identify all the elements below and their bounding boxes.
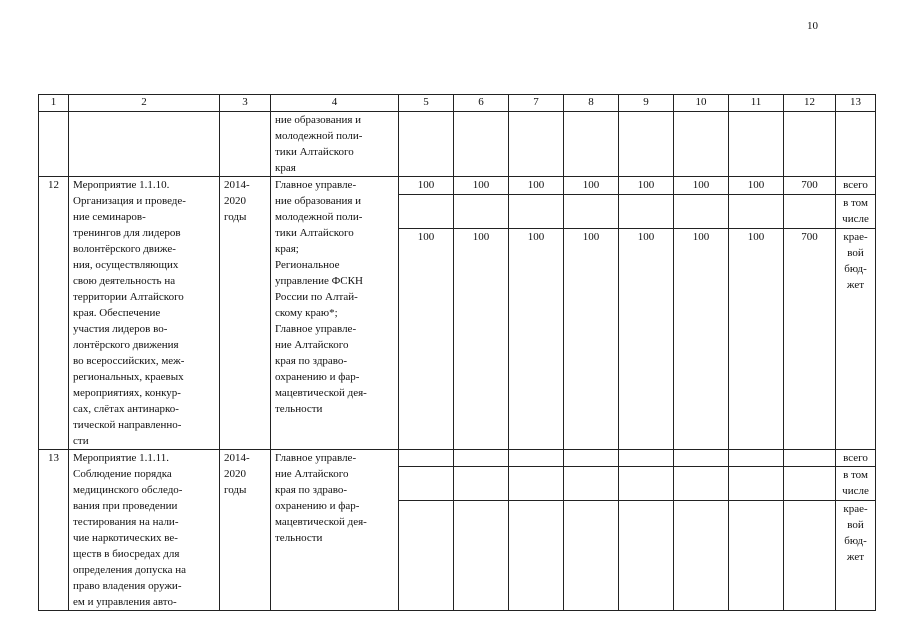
text-line: участия лидеров во- — [73, 323, 168, 335]
table-row — [39, 450, 876, 467]
text-line: Мероприятие 1.1.11. — [73, 452, 170, 464]
text-line: края по здраво- — [275, 355, 348, 367]
value-cell: 100 — [454, 229, 509, 450]
text-line: края по здраво- — [275, 484, 348, 496]
value-cell — [399, 194, 454, 229]
column-number: 13 — [836, 95, 876, 112]
value-cell — [399, 467, 454, 500]
text-line: 2020 — [224, 195, 246, 207]
text-line: охранению и фар- — [275, 371, 360, 383]
value-cell: 100 — [399, 229, 454, 450]
value-cell: 700 — [784, 229, 836, 450]
value-cell: 700 — [784, 177, 836, 195]
label-line: бюд- — [844, 263, 867, 276]
column-number: 1 — [39, 95, 69, 112]
text-line: годы — [224, 211, 247, 223]
table-row-continued — [39, 112, 876, 177]
value-cell — [729, 112, 784, 177]
value-cell — [454, 450, 509, 467]
value-cell: 100 — [509, 177, 564, 195]
value-cell — [674, 112, 729, 177]
value-cell — [509, 500, 564, 610]
text-line: Мероприятие 1.1.10. — [73, 179, 170, 191]
label-line: в том — [843, 196, 868, 209]
column-number: 8 — [564, 95, 619, 112]
text-line: ем и управления авто- — [73, 596, 177, 608]
value-cell — [564, 450, 619, 467]
label-line: в том — [843, 469, 868, 482]
text-line: ние образования и — [275, 114, 362, 126]
text-line: тики Алтайского — [275, 146, 354, 158]
label-including — [836, 467, 876, 500]
column-number: 6 — [454, 95, 509, 112]
column-numbers-row — [39, 95, 876, 112]
value-cell: 100 — [564, 177, 619, 195]
value-cell — [729, 500, 784, 610]
label-regional-budget — [836, 229, 876, 450]
value-cell: 100 — [619, 177, 674, 195]
value-cell — [674, 450, 729, 467]
value-cell — [784, 467, 836, 500]
period-cell — [220, 112, 271, 177]
column-number: 11 — [729, 95, 784, 112]
label-line: числе — [842, 212, 869, 225]
text-line: 2014- — [224, 179, 250, 191]
value-cell — [509, 194, 564, 229]
value-cell: 100 — [399, 177, 454, 195]
label-line: вой — [847, 247, 864, 260]
column-number: 10 — [674, 95, 729, 112]
text-line: края — [275, 162, 296, 174]
text-line: ние Алтайского — [275, 339, 349, 351]
column-number: 4 — [271, 95, 399, 112]
text-line: свою деятельность на — [73, 275, 176, 287]
text-line: территории Алтайского — [73, 291, 184, 303]
text-line: медицинского обследо- — [73, 484, 183, 496]
text-line: молодежной поли- — [275, 130, 363, 142]
value-cell — [784, 112, 836, 177]
text-line: России по Алтай- — [275, 291, 358, 303]
value-cell — [399, 450, 454, 467]
value-cell — [399, 112, 454, 177]
label-line: числе — [842, 485, 869, 498]
table-row — [39, 177, 876, 195]
label-line: бюд- — [844, 534, 867, 547]
program-activities-table — [38, 94, 876, 611]
value-cell — [619, 450, 674, 467]
value-cell — [619, 500, 674, 610]
text-line: сти — [73, 435, 89, 447]
activity-cell — [69, 177, 220, 450]
responsible-cell — [271, 177, 399, 450]
column-number: 9 — [619, 95, 674, 112]
period-cell — [220, 450, 271, 611]
column-number: 2 — [69, 95, 220, 112]
text-line: сах, слётах антинарко- — [73, 403, 179, 415]
column-number: 12 — [784, 95, 836, 112]
value-cell — [454, 112, 509, 177]
label-line: вой — [847, 518, 864, 531]
value-cell — [399, 500, 454, 610]
value-cell — [564, 194, 619, 229]
text-line: Организация и проведе- — [73, 195, 186, 207]
text-line: Главное управле- — [275, 323, 357, 335]
text-line: молодежной поли- — [275, 211, 363, 223]
period-cell — [220, 177, 271, 450]
text-line: тики Алтайского — [275, 227, 354, 239]
page-number: 10 — [807, 20, 818, 32]
text-line: мацевтической дея- — [275, 516, 367, 528]
text-line: охранению и фар- — [275, 500, 360, 512]
value-cell — [619, 467, 674, 500]
value-cell: 100 — [454, 177, 509, 195]
text-line: чие наркотических ве- — [73, 532, 178, 544]
text-line: региональных, краевых — [73, 371, 184, 383]
label-line: жет — [846, 550, 865, 563]
text-line: Региональное — [275, 259, 340, 271]
value-cell — [509, 450, 564, 467]
text-line: ние Алтайского — [275, 468, 349, 480]
value-cell — [729, 467, 784, 500]
text-line: Главное управле- — [275, 452, 357, 464]
text-line: во всероссийских, меж- — [73, 355, 185, 367]
value-cell — [564, 112, 619, 177]
row-number-cell — [39, 112, 69, 177]
label-including — [836, 194, 876, 229]
text-line: 2020 — [224, 468, 246, 480]
value-cell — [729, 194, 784, 229]
label-line: крае- — [843, 231, 868, 244]
text-line: годы — [224, 484, 247, 496]
value-cell — [619, 194, 674, 229]
value-cell — [784, 194, 836, 229]
text-line: вания при проведении — [73, 500, 178, 512]
value-cell: 100 — [674, 229, 729, 450]
activity-cell — [69, 450, 220, 611]
text-line: ние образования и — [275, 195, 362, 207]
text-line: лонтёрского движения — [73, 339, 179, 351]
text-line: управление ФСКН — [275, 275, 363, 287]
text-line: тельности — [275, 403, 323, 415]
text-line: ния, осуществляющих — [73, 259, 179, 271]
value-cell: 100 — [729, 229, 784, 450]
label-total: всего — [836, 177, 876, 195]
text-line: края. Обеспечение — [73, 307, 161, 319]
text-line: края; — [275, 243, 299, 255]
label-cell — [836, 112, 876, 177]
column-number: 3 — [220, 95, 271, 112]
value-cell — [564, 500, 619, 610]
text-line: тельности — [275, 532, 323, 544]
value-cell — [454, 500, 509, 610]
text-line: тренингов для лидеров — [73, 227, 181, 239]
text-line: мацевтической дея- — [275, 387, 367, 399]
label-regional-budget — [836, 500, 876, 610]
value-cell: 100 — [619, 229, 674, 450]
value-cell — [454, 194, 509, 229]
value-cell — [784, 450, 836, 467]
column-number: 5 — [399, 95, 454, 112]
text-line: определения допуска на — [73, 564, 187, 576]
row-number-cell: 13 — [39, 450, 69, 611]
text-line: скому краю*; — [275, 307, 338, 319]
value-cell: 100 — [674, 177, 729, 195]
value-cell — [674, 194, 729, 229]
value-cell — [454, 467, 509, 500]
value-cell — [619, 112, 674, 177]
text-line: ществ в биосредах для — [73, 548, 180, 560]
value-cell — [674, 500, 729, 610]
value-cell: 100 — [564, 229, 619, 450]
responsible-cell — [271, 112, 399, 177]
text-line: волонтёрского движе- — [73, 243, 176, 255]
value-cell — [729, 450, 784, 467]
value-cell — [509, 112, 564, 177]
activity-cell — [69, 112, 220, 177]
text-line: Соблюдение порядка — [73, 468, 172, 480]
text-line: 2014- — [224, 452, 250, 464]
text-line: мероприятиях, конкур- — [73, 387, 181, 399]
text-line: тестирования на нали- — [73, 516, 179, 528]
column-number: 7 — [509, 95, 564, 112]
value-cell — [564, 467, 619, 500]
value-cell — [674, 467, 729, 500]
value-cell — [784, 500, 836, 610]
value-cell: 100 — [729, 177, 784, 195]
label-line: крае- — [843, 502, 868, 515]
text-line: право владения оружи- — [73, 580, 182, 592]
text-line: ние семинаров- — [73, 211, 146, 223]
row-number-cell: 12 — [39, 177, 69, 450]
value-cell — [509, 467, 564, 500]
responsible-cell — [271, 450, 399, 611]
text-line: тической направленно- — [73, 419, 182, 431]
text-line: Главное управле- — [275, 179, 357, 191]
label-line: жет — [846, 279, 865, 292]
label-total: всего — [836, 450, 876, 467]
value-cell: 100 — [509, 229, 564, 450]
